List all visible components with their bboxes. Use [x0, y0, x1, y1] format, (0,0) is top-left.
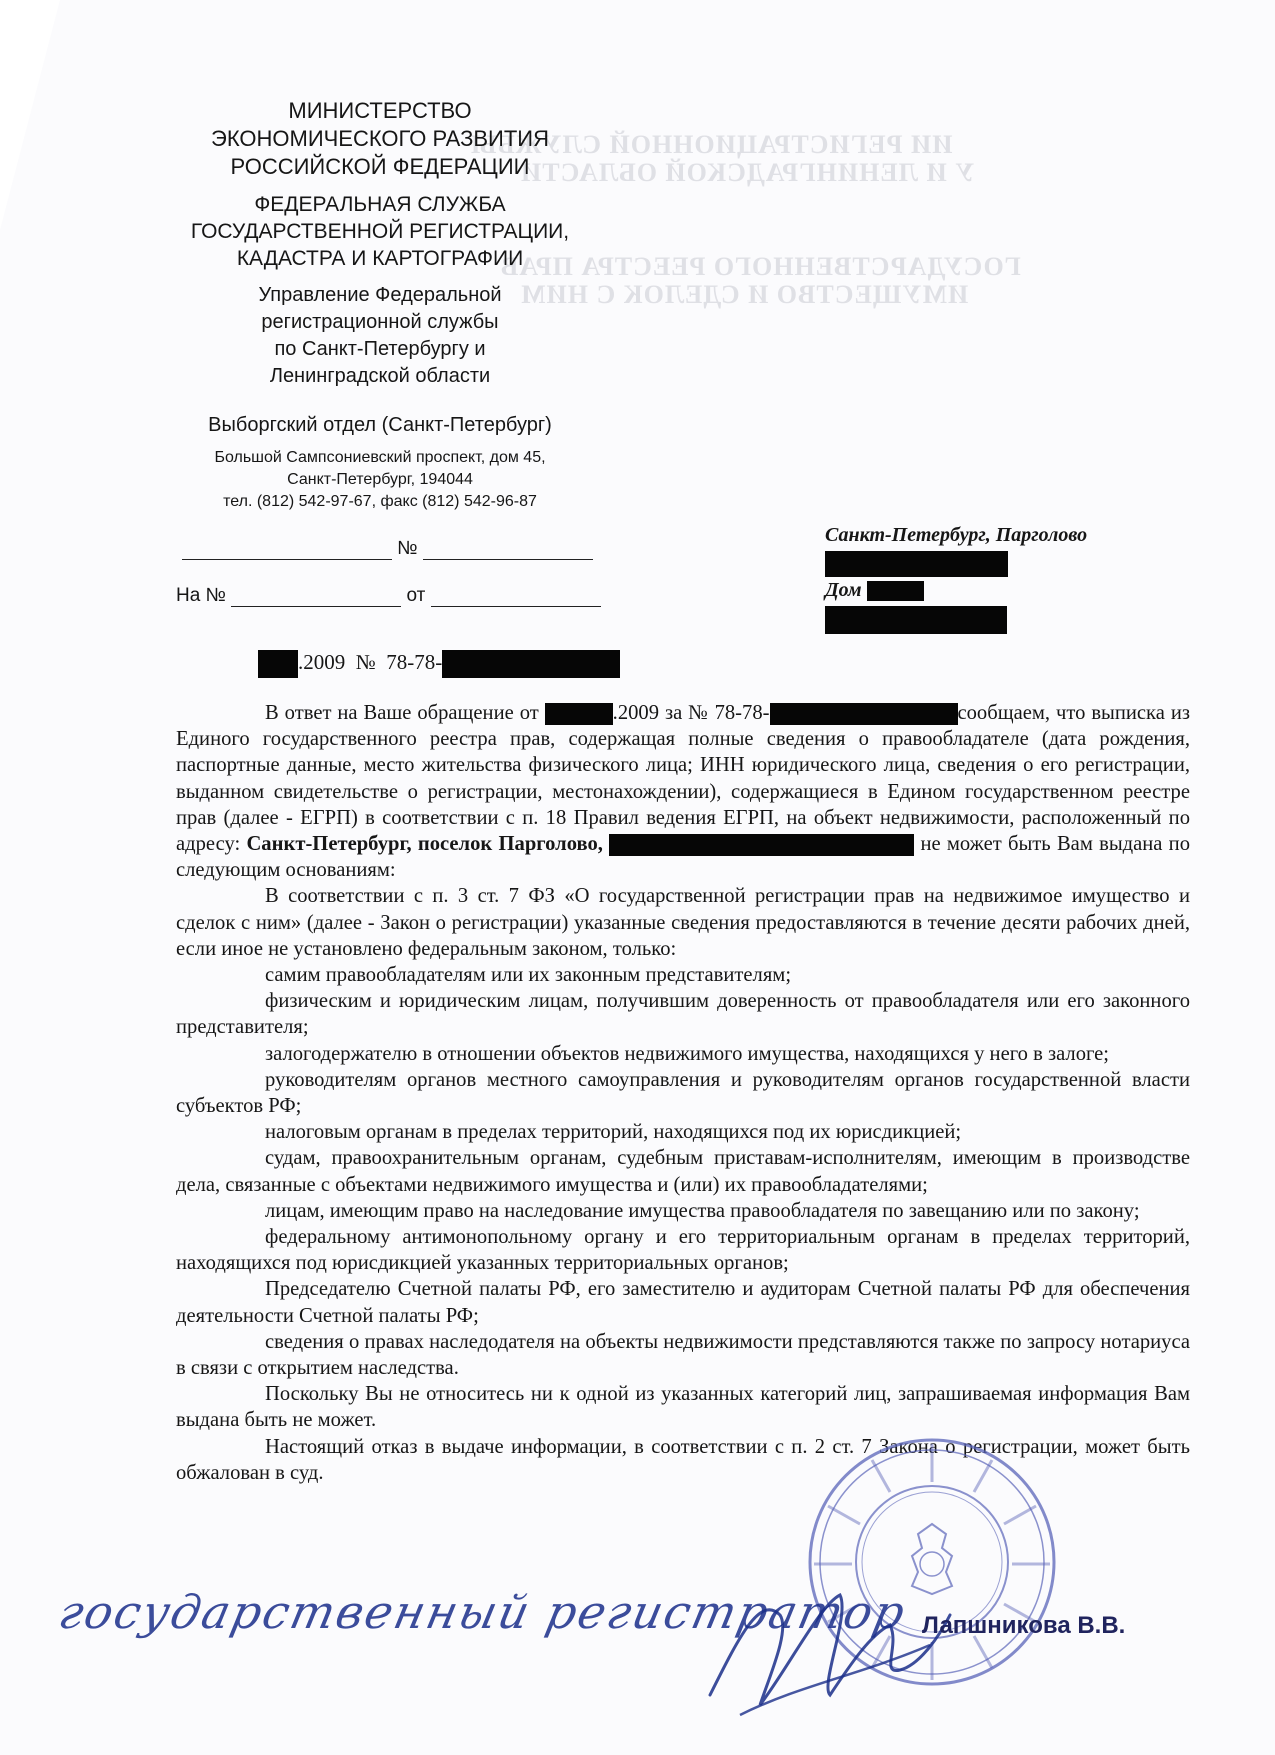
redaction: [825, 551, 1008, 577]
reference-number: 78-78-: [386, 650, 443, 674]
show-through-text: ИИ РЕГИСТРАЦИОННОЙ СЛУЖБЫ: [470, 130, 953, 159]
letter-body: [176, 700, 1190, 1486]
reply-number-blank: [231, 588, 401, 607]
reference-line: [258, 650, 620, 678]
paragraph: Поскольку Вы не относитесь ни к одной из указанных категорий лиц, запрашиваемая информация Вам выдана быть не может.: [176, 1383, 1190, 1432]
department-name: Выборгский отдел (Санкт-Петербург): [208, 414, 552, 436]
service-line: ФЕДЕРАЛЬНАЯ СЛУЖБА: [254, 193, 506, 216]
office-line: Ленинградской области: [269, 365, 491, 387]
redaction: [770, 703, 958, 725]
address-bold: Парголово,: [498, 833, 603, 856]
list-item: залогодержателю в отношении объектов недвижимого имущества, находящихся у него в залоге;: [265, 1042, 1110, 1065]
list-item: самим правообладателям или их законным представителям;: [265, 964, 792, 987]
office-line: по Санкт-Петербургу и: [274, 338, 486, 360]
redaction: [545, 703, 613, 725]
list-item: руководителям органов местного самоуправления и руководителям органов государственной власти субъектов РФ;: [176, 1068, 1190, 1118]
number-mark: №: [397, 538, 418, 559]
paragraph: Настоящий отказ в выдаче информации, в соответствии с п. 2 ст. 7 Закона о регистрации, может быть обжалован в суд.: [176, 1435, 1190, 1484]
address-bold: Санкт-Петербург, поселок: [246, 833, 493, 856]
list-item: налоговым органам в пределах территорий, находящихся под их юрисдикцией;: [265, 1121, 962, 1144]
ministry-line: МИНИСТЕРСТВО: [288, 98, 472, 123]
list-item: судам, правоохранительным органам, судебным приставам-исполнителям, имеющим в производстве дела, связанные с объектами недвижимого имущества и (или) их правообладателями;: [176, 1147, 1190, 1196]
from-label: от: [406, 585, 426, 606]
date-blank: [182, 541, 392, 560]
text: не может быть Вам выдана по следующим основаниям:: [176, 833, 1190, 882]
service-line: ГОСУДАРСТВЕННОЙ РЕГИСТРАЦИИ,: [190, 220, 570, 243]
list-item: Председателю Счетной палаты РФ, его заместителю и аудиторам Счетной палаты РФ для обеспечения деятельности Счетной палаты РФ;: [176, 1278, 1190, 1327]
list-item: федеральному антимонопольному органу и его территориальным органам в пределах территорий, находящихся под юрисдикцией указанных территориальных органов;: [176, 1226, 1190, 1275]
show-through-text: У И ЛЕНИНГРАДСКОЙ ОБЛАСТИ: [520, 158, 975, 187]
ministry-line: РОССИЙСКОЙ ФЕДЕРАЦИИ: [230, 154, 530, 179]
number-blank: [423, 541, 593, 560]
service-line: КАДАСТРА И КАРТОГРАФИИ: [236, 247, 524, 270]
office-line: регистрационной службы: [261, 311, 499, 333]
signer-name: Лапшникова В.В.: [922, 1612, 1126, 1639]
reply-to-label: На №: [176, 585, 226, 606]
text: сообщаем, что выписка из Единого государственного реестра прав, содержащая полные сведения о правообладателе (дата рождения, паспортные данные, место жительства физического лица; ИНН юридического лица, сведения о его регистрации, выданном свидетельстве о регистрации, местонахождении), содержащиеся в Едином государственном реестре прав (далее - ЕГРП) в соответствии с п. 18 Правил ведения ЕГРП, на объект недвижимости, расположенный по адресу:: [176, 702, 1190, 856]
text: .2009 за № 78-78-: [612, 702, 770, 724]
redaction: [867, 581, 924, 601]
reply-date-blank: [431, 588, 601, 607]
text: В ответ на Ваше обращение от: [265, 702, 539, 724]
address-line: Большой Сампсониевский проспект, дом 45,: [214, 449, 546, 466]
redaction: [609, 834, 914, 856]
handwritten-title: государственный регистратор: [54, 1585, 912, 1639]
list-item: лицам, имеющим право на наследование имущества правообладателя по завещанию или по закону;: [265, 1199, 1140, 1222]
addressee-city: Санкт-Петербург, Парголово: [825, 524, 1088, 546]
paragraph: [176, 700, 1190, 883]
redaction: [258, 650, 298, 678]
redaction: [442, 650, 620, 678]
address-line: Санкт-Петербург, 194044: [287, 471, 473, 488]
phone-line: тел. (812) 542-97-67, факс (812) 542-96-87: [223, 493, 537, 510]
addressee-block: [825, 524, 1155, 634]
signature-scribble: [700, 1575, 960, 1725]
folded-corner: [0, 0, 60, 230]
reference-number-label: №: [355, 650, 376, 674]
sender-header: [160, 97, 600, 513]
list-item: сведения о правах наследодателя на объекты недвижимости представляются также по запросу нотариуса в связи с открытием наследства.: [176, 1330, 1190, 1380]
office-line: Управление Федеральной: [258, 284, 502, 306]
reference-date: .2009: [298, 650, 346, 674]
addressee-house: Дом: [825, 579, 862, 601]
redaction: [825, 606, 1007, 634]
show-through-text: ИМУЩЕСТВО И СДЕЛОК С НИМ: [520, 280, 969, 309]
reply-to-line: [176, 585, 601, 607]
ministry-line: ЭКОНОМИЧЕСКОГО РАЗВИТИЯ: [211, 126, 549, 151]
show-through-text: ГОСУДАРСТВЕННОГО РЕЕСТРА ПРАВ: [500, 252, 1021, 281]
paragraph: В соответствии с п. 3 ст. 7 ФЗ «О государственной регистрации прав на недвижимое имущество и сделок с ним» (далее - Закон о регистрации) указанные сведения предоставляются в течение десяти рабочих дней, если иное не установлено федеральным законом, только:: [176, 885, 1190, 960]
outgoing-number-line: [182, 538, 593, 560]
list-item: физическим и юридическим лицам, получившим доверенность от правообладателя или его законного представителя;: [176, 990, 1190, 1039]
